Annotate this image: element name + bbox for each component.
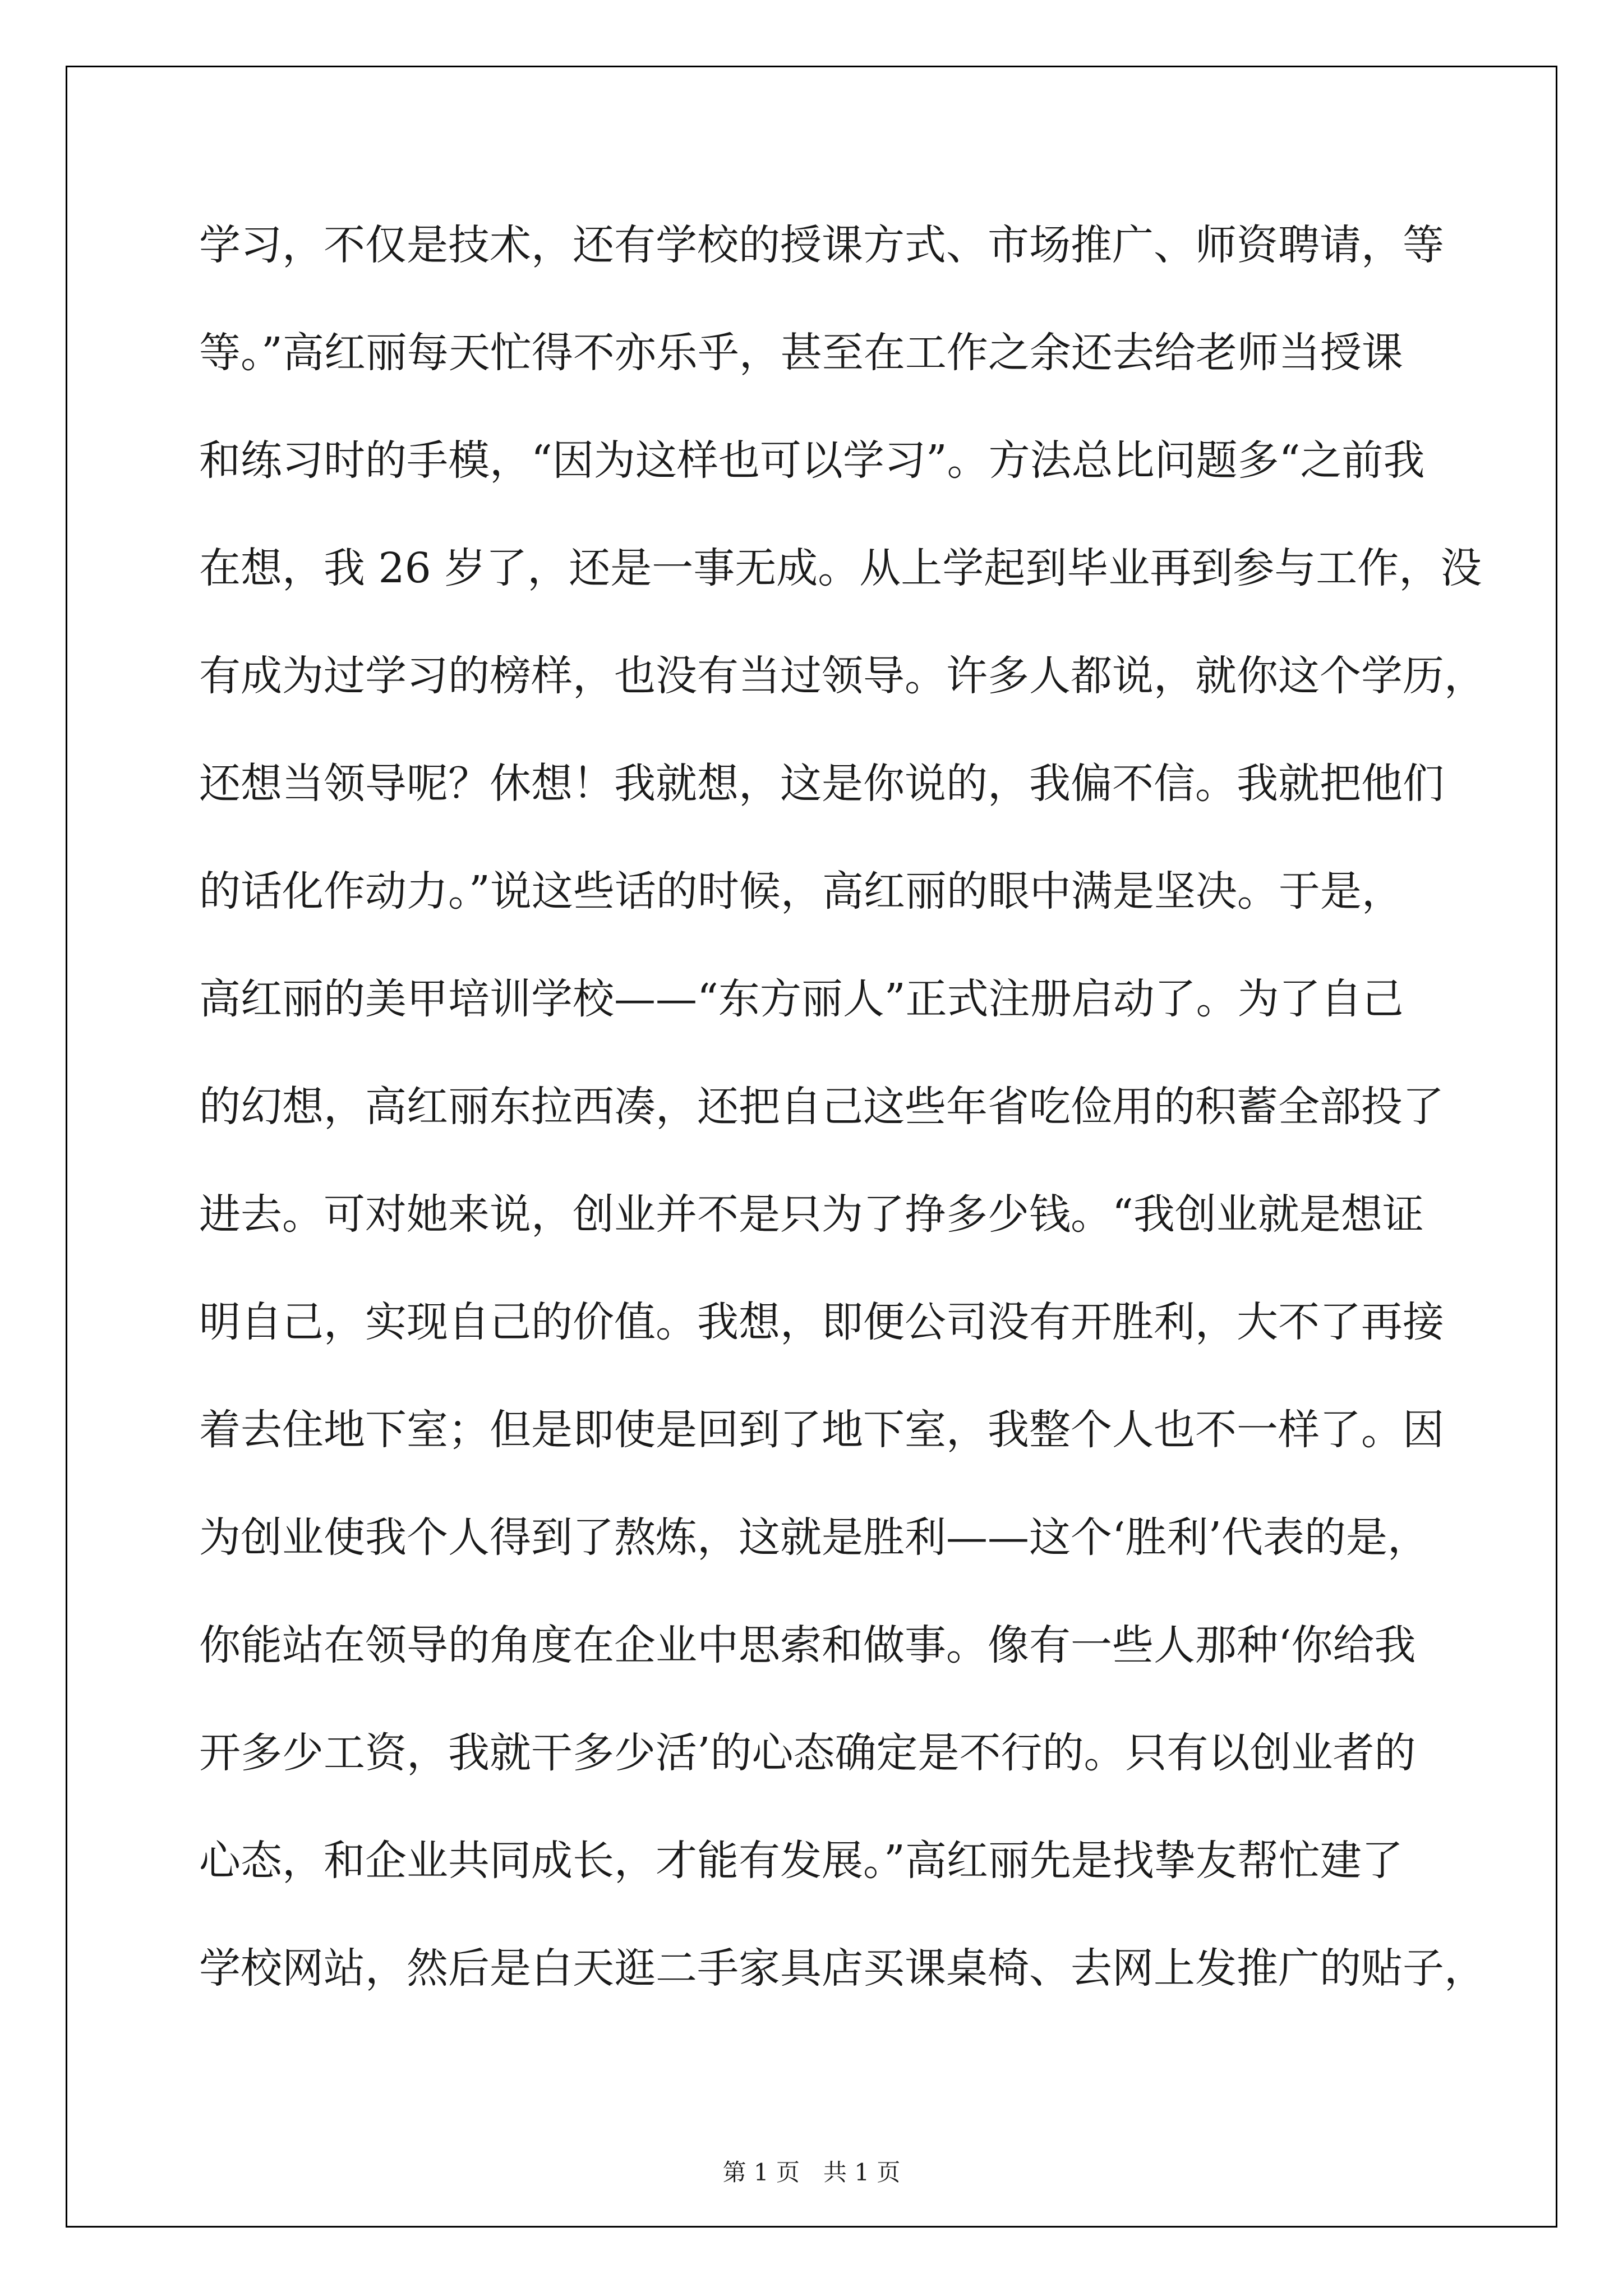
text-line-14: 你能站在领导的角度在企业中思索和做事。像有一些人那种‘你给我 [199,1621,1416,1669]
text-line-8: 高红丽的美甲培训学校——“东方丽人”正式注册启动了。为了自己 [199,975,1404,1023]
text-line-16: 心态，和企业共同成长，才能有发展。”高红丽先是找挚友帮忙建了 [199,1837,1403,1885]
text-line-12: 着去住地下室；但是即使是回到了地下室，我整个人也不一样了。因 [199,1406,1444,1454]
text-line-1: 学习，不仅是技术，还有学校的授课方式、市场推广、师资聘请，等 [199,221,1444,269]
text-line-13: 为创业使我个人得到了熬炼，这就是胜利——这个‘胜利’代表的是， [199,1513,1430,1562]
text-line-3: 和练习时的手模，“因为这样也可以学习”。方法总比问题多“之前我 [199,436,1425,485]
text-line-5: 有成为过学习的榜样，也没有当过领导。许多人都说，就你这个学历， [199,652,1486,700]
text-line-6: 还想当领导呢？休想！我就想，这是你说的，我偏不信。我就把他们 [199,760,1444,808]
text-line-2: 等。”高红丽每天忙得不亦乐乎，甚至在工作之余还去给老师当授课 [199,329,1403,377]
page-number-footer: 第 1 页 共 1 页 [722,2159,901,2186]
text-line-9: 的幻想，高红丽东拉西凑，还把自己这些年省吃俭用的积蓄全部投了 [199,1083,1444,1131]
text-line-15: 开多少工资，我就干多少活’的心态确定是不行的。只有以创业者的 [199,1729,1416,1777]
document-body [199,209,1506,2040]
text-line-4: 在想，我 26 岁了，还是一事无成。从上学起到毕业再到参与工作，没 [199,544,1482,592]
text-line-17: 学校网站，然后是白天逛二手家具店买课桌椅、去网上发推广的贴子， [199,1944,1486,1993]
text-line-11: 明自己，实现自己的价值。我想，即便公司没有开胜利，大不了再接 [199,1298,1444,1346]
text-line-7: 的话化作动力。”说这些话的时候，高红丽的眼中满是坚决。于是， [199,867,1403,915]
text-line-10: 进去。可对她来说，创业并不是只为了挣多少钱。“我创业就是想证 [199,1190,1424,1239]
